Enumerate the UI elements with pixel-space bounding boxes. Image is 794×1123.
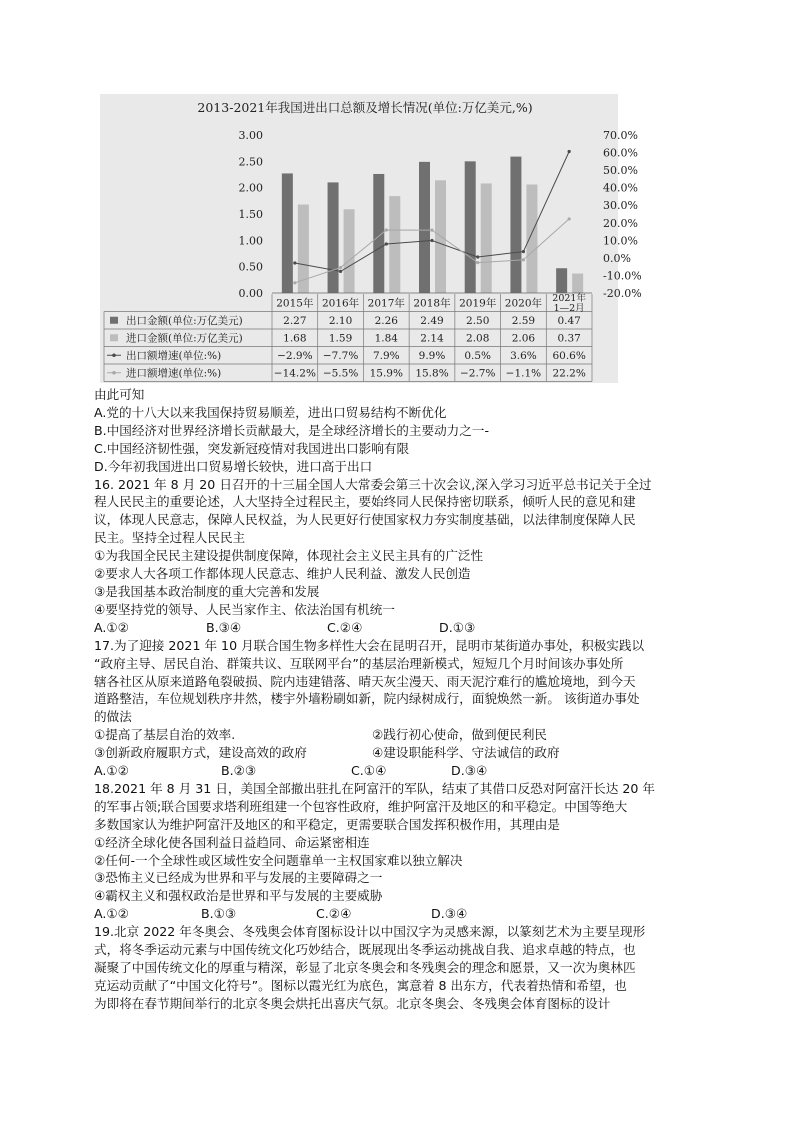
data-label: −1.1% [505, 367, 542, 380]
left-axis-tick-label: 0.50 [238, 260, 263, 274]
bar-export [556, 268, 567, 293]
q18-choice-a: A.①② [94, 906, 129, 922]
q16-choice-c: C.②④ [327, 619, 363, 635]
point-export-growth [385, 242, 388, 245]
data-label: 1.84 [374, 332, 398, 345]
bar-export [419, 162, 430, 293]
category-label: 2017年 [367, 297, 405, 310]
bar-import [526, 185, 537, 293]
category-label: 2019年 [459, 297, 497, 310]
q17-choice-b: B.②③ [221, 763, 257, 779]
q18-choice-d: D.③④ [431, 906, 468, 922]
legend-label: 出口额增速(单位:%) [126, 350, 222, 362]
q16-statement-3: ③是我国基本政治制度的重大完善和发展 [94, 583, 320, 599]
right-axis-tick-label: 50.0% [603, 164, 638, 178]
q17-line-2: “政府主导、居民自治、群策共议、互联网平台”的基层治理新模式，短短几个月时间该办事处所 [94, 655, 624, 671]
q17-choice-c: C.①④ [351, 763, 387, 779]
q16-choice-b: B.③④ [206, 619, 242, 635]
q17-choice-d: D.③④ [451, 763, 488, 779]
data-label: −14.2% [273, 367, 316, 380]
data-label: 2.14 [420, 332, 444, 345]
q18-line-1: 18.2021 年 8 月 31 日，美国全部撤出驻扎在阿富汗的军队，结束了其借口反恐对阿富汗长达 20 年 [94, 780, 655, 796]
q15-option-d: D.今年初我国进出口贸易增长较快，进口高于出口 [94, 458, 373, 474]
q17-line-4: 道路整洁，车位规划秩序井然，楼宇外墙粉刷如新，院内绿树成行，面貌焕然一新。 该街道办事处 [94, 691, 640, 707]
q19-line-4: 克运动贡献了“中国文化符号”。图标以霞光红为底色，寓意着 8 出东方，代表着热情和希望，也 [94, 977, 627, 993]
data-label: −2.9% [277, 350, 313, 362]
data-label: 2.59 [511, 315, 536, 327]
legend-swatch [110, 334, 118, 341]
chart-svg [100, 94, 642, 383]
data-label: 2.08 [466, 332, 490, 345]
q16-statement-2: ②要求人大各项工作都体现人民意志、维护人民利益、激发人民创造 [94, 566, 471, 582]
q17-line-3: 辖各社区从原来道路龟裂破损、院内违建错落、晴天灰尘漫天、雨天泥泞难行的尴尬境地，到今天 [94, 673, 636, 689]
data-label: 1.68 [283, 332, 307, 345]
bar-export [465, 161, 476, 293]
point-import-growth [522, 258, 525, 261]
bar-export [510, 157, 521, 293]
q16-choice-d: D.①③ [439, 619, 476, 635]
right-axis-tick-label: -10.0% [603, 269, 642, 283]
q17-line-5: 的做法 [94, 709, 132, 725]
point-import-growth [293, 281, 296, 284]
question-text [94, 386, 706, 1013]
q19-line-5: 为即将在春节期间举行的北京冬奥会烘托出喜庆气氛。北京冬奥会、冬残奥会体育图标的设计 [94, 995, 611, 1011]
data-label: 22.2% [552, 367, 586, 380]
q15-option-b: B.中国经济对世界经济增长贡献最大，是全球经济增长的主要动力之一- [94, 422, 489, 438]
q18-statement-2: ②任何-一个全球性或区域性安全问题靠单一主权国家难以独立解决 [94, 852, 463, 868]
data-label: 0.37 [557, 332, 581, 345]
data-label: 2.26 [374, 315, 398, 327]
point-export-growth [476, 255, 479, 258]
data-label: −5.5% [322, 367, 359, 380]
point-export-growth [293, 261, 296, 264]
q15-option-a: A.党的十八大以来我国保持贸易顺差，进出口贸易结构不断优化 [94, 404, 447, 420]
legend-label: 进口金额(单位:万亿美元) [126, 332, 243, 345]
legend-swatch-marker [112, 371, 116, 375]
point-export-growth [430, 239, 433, 242]
q17-statement-3: ③创新政府履职方式，建设高效的政府 [94, 745, 307, 761]
left-axis-tick-label: 2.00 [238, 181, 263, 195]
legend-swatch [110, 317, 118, 324]
data-label: 2.10 [328, 315, 353, 327]
q17-statement-1: ①提高了基层自治的效率. [94, 727, 236, 743]
q18-line-2: 的军事占领;联合国要求塔利班组建一个包容性政府，维护阿富汗及地区的和平稳定。中国等绝大 [94, 798, 628, 814]
left-axis-tick-label: 2.50 [238, 155, 263, 169]
q16-statement-4: ④要坚持党的领导、人民当家作主、依法治国有机统一 [94, 601, 395, 617]
data-label: 0.5% [464, 350, 492, 362]
q18-statement-4: ④霸权主义和强权政治是世界和平与发展的主要威胁 [94, 888, 383, 904]
q16-line-1: 16. 2021 年 8 月 20 日召开的十三届全国人大常委会第三十次会议,深入学习习近平总书记关于全过 [94, 476, 652, 492]
q17-statements-row-2 [94, 744, 706, 762]
q19-line-3: 凝聚了中国传统文化的厚重与精深，彰显了北京冬奥会和冬残奥会的理念和愿景，又一次为奥林匹 [94, 960, 636, 975]
category-label: 2021年 1—2月 [552, 293, 586, 314]
q16-line-2: 程人民民主的重要论述，人大坚持全过程民主，要始终同人民保持密切联系，倾听人民的意见和建 [94, 494, 636, 510]
q17-choices [94, 762, 706, 780]
bar-import [481, 183, 492, 293]
q16-choice-a: A.①② [94, 619, 129, 635]
data-label: 2.27 [283, 315, 307, 327]
data-label: 9.9% [418, 350, 446, 362]
right-axis-tick-label: 60.0% [603, 146, 638, 160]
q18-statement-3: ③恐怖主义已经成为世界和平与发展的主要障碍之一 [94, 870, 383, 886]
q18-choice-b: B.①③ [201, 906, 237, 922]
data-label: 2.06 [511, 332, 536, 345]
q17-line-1: 17.为了迎接 2021 年 10 月联合国生物多样性大会在昆明召开，昆明市某街道办事处，积极实践以 [94, 637, 645, 653]
right-axis-tick-label: 30.0% [603, 199, 638, 213]
q19-line-1: 19.北京 2022 年冬奥会、冬残奥会体育图标设计以中国汉字为灵感来源，以篆刻艺术为主要呈现形 [94, 924, 646, 940]
bar-import [344, 209, 355, 293]
right-axis-tick-label: -20.0% [603, 287, 642, 300]
right-axis-tick-label: 70.0% [603, 129, 638, 142]
q17-statement-4: ④建设职能科学、守法诚信的政府 [372, 745, 560, 761]
chart-figure [100, 94, 642, 383]
category-label: 2018年 [413, 297, 451, 310]
q18-statement-1: ①经济全球化使各国利益日益趋同、命运紧密相连 [94, 834, 370, 850]
right-axis-tick-label: 0.0% [603, 251, 631, 265]
bar-export [282, 173, 293, 293]
data-label: 2.49 [420, 315, 444, 327]
q16-line-4: 民主。坚持全过程人民民主 [94, 530, 246, 546]
point-export-growth [568, 150, 571, 153]
right-axis-tick-label: 10.0% [603, 234, 638, 248]
left-axis-tick-label: 1.50 [238, 208, 263, 221]
point-import-growth [568, 217, 571, 220]
data-label: 1.59 [328, 332, 353, 345]
data-label: 15.9% [369, 367, 403, 380]
q18-choices [94, 905, 706, 923]
category-label: 2020年 [504, 297, 543, 310]
legend-label: 出口金额(单位:万亿美元) [126, 315, 243, 327]
q17-statement-2: ②践行初心使命，做到便民利民 [372, 727, 548, 743]
data-label: 3.6% [510, 350, 537, 362]
bar-import [389, 196, 400, 293]
q17-choice-a: A.①② [94, 763, 129, 779]
point-export-growth [522, 250, 525, 253]
data-label: −2.7% [459, 367, 496, 380]
q16-line-3: 议，体现人民意志，保障人民权益，为人民更好行使国家权力夯实制度基础，以法律制度保障人民 [94, 512, 636, 528]
point-export-growth [339, 270, 342, 273]
legend-swatch-marker [112, 353, 116, 357]
q18-choice-c: C.②④ [316, 906, 352, 922]
right-axis-tick-label: 40.0% [603, 181, 638, 195]
data-label: −7.7% [322, 350, 359, 362]
q15-stem: 由此可知 [94, 387, 145, 402]
right-axis-tick-label: 20.0% [603, 216, 638, 230]
q19-line-2: 式，将冬季运动元素与中国传统文化巧妙结合，既展现出冬季运动挑战自我、追求卓越的特点，也 [94, 942, 636, 958]
data-label: 60.6% [552, 350, 586, 362]
bar-export [328, 182, 339, 293]
data-label: 0.47 [557, 315, 581, 327]
data-label: 7.9% [372, 350, 400, 362]
q15-option-c: C.中国经济韧性强，突发新冠疫情对我国进出口影响有限 [94, 440, 410, 456]
q17-statements-row-1 [94, 726, 706, 744]
point-import-growth [339, 266, 342, 269]
q16-statement-1: ①为我国全民民主建设提供制度保障，体现社会主义民主具有的广泛性 [94, 548, 484, 564]
data-label: 2.50 [466, 315, 490, 327]
left-axis-tick-label: 1.00 [238, 234, 263, 248]
bar-import [572, 274, 583, 293]
q18-line-3: 多数国家认为维护阿富汗及地区的和平稳定，更需要联合国发挥积极作用，其理由是 [94, 816, 560, 832]
point-import-growth [385, 228, 388, 231]
point-import-growth [476, 261, 479, 264]
category-label: 2016年 [321, 297, 360, 310]
q16-choices [94, 619, 706, 637]
point-import-growth [430, 229, 433, 232]
left-axis-tick-label: 0.00 [238, 287, 263, 300]
left-axis-tick-label: 3.00 [238, 129, 263, 142]
category-label: 2015年 [276, 297, 314, 310]
data-label: 15.8% [415, 367, 449, 380]
chart-title: 2013-2021年我国进出口总额及增长情况(单位:万亿美元,%) [197, 100, 533, 115]
legend-label: 进口额增速(单位:%) [126, 367, 222, 380]
